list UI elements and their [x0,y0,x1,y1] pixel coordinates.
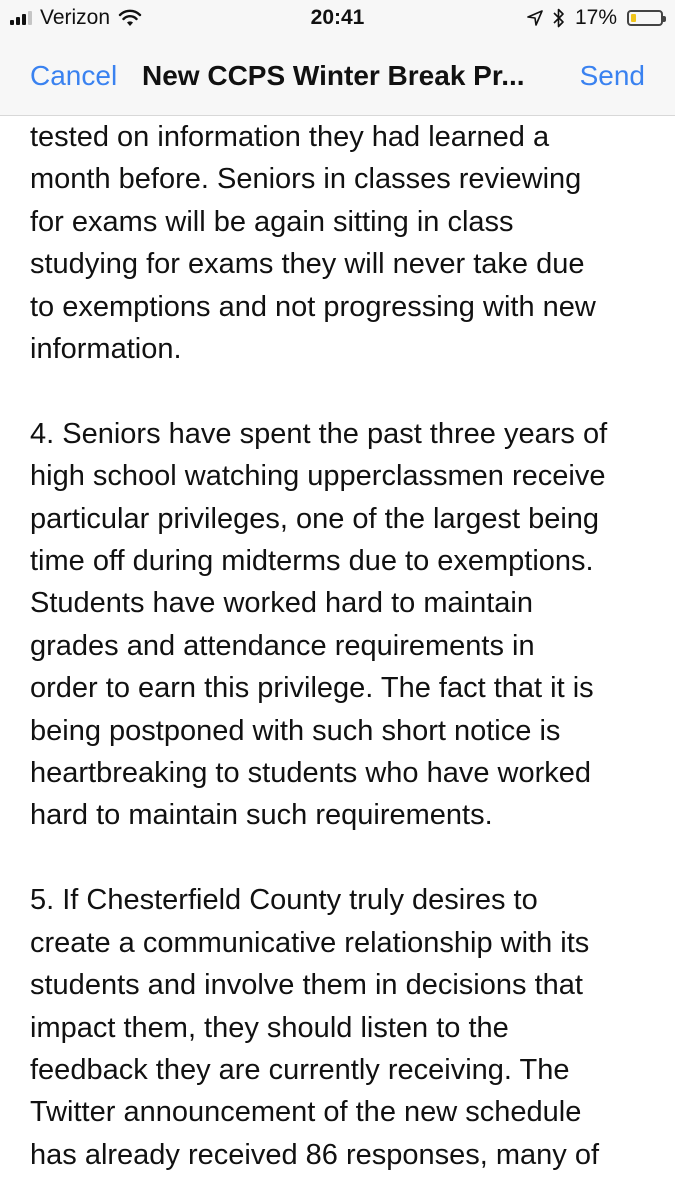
body-paragraph-1: tested on information they had learned a month before. Seniors in classes reviewing for exams will be again sitting in class studying for exams they will never take due to exemptions and not progressing with new information. [30,121,596,366]
battery-icon [627,10,663,26]
status-right [527,6,663,30]
cancel-button[interactable]: Cancel [30,60,118,91]
send-button[interactable]: Send [579,60,645,91]
top-chrome [0,0,675,116]
status-bar [0,0,675,38]
bluetooth-icon [553,8,565,28]
status-time: 20:41 [310,6,365,29]
location-arrow-icon [527,10,543,26]
compose-subject-title: New CCPS Winter Break Pr... [142,60,525,91]
body-paragraph-3: 5. If Chesterfield County truly desires to create a communicative relationship with its students and involve them in decisions that impact them, they should listen to the feedback they are currently receiving. The Twitter announcement of the new schedule has already received 86 responses, many of [30,884,600,1171]
compose-nav-bar [0,38,675,115]
message-body[interactable] [30,116,655,1200]
battery-fill [631,14,636,22]
carrier-label: Verizon [40,6,111,29]
body-paragraph-2: 4. Seniors have spent the past three years of high school watching upperclassmen receive particular privileges, one of the largest being time off during midterms due to exemptions. Students have worked hard to maintain grades and attendance requirements in order to earn this privilege. The fact that it is being postponed with such short notice is heartbreaking to students who have worked hard to maintain such requirements. [30,417,608,832]
battery-percent: 17% [574,6,617,29]
